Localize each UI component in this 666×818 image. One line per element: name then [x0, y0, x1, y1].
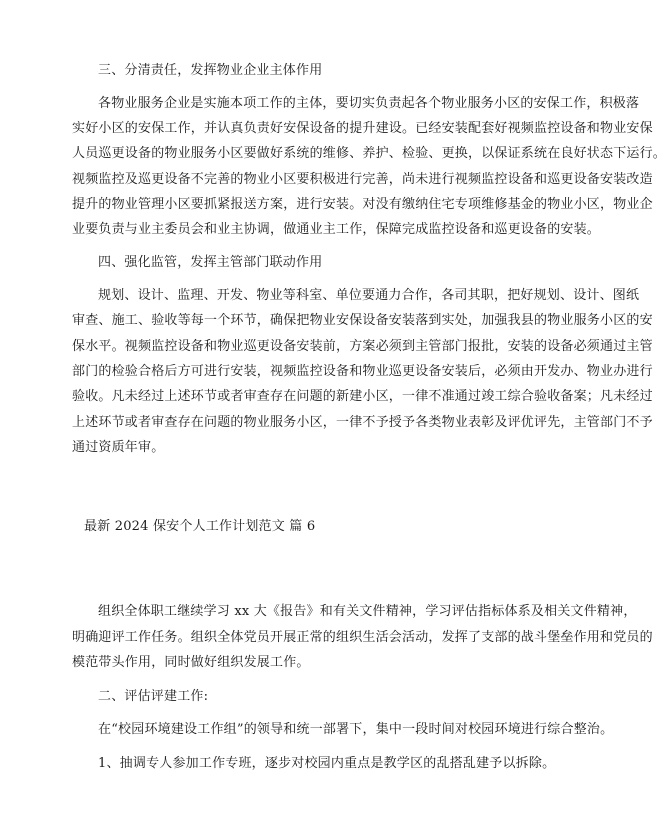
- paragraph-line: 组织全体职工继续学习 xx 大《报告》和有关文件精神，学习评估指标体系及相关文件精神，: [98, 604, 637, 619]
- paragraph-line: 通过资质年审。: [72, 440, 165, 455]
- paragraph-line: 模范带头作用，同时做好组织发展工作。: [72, 655, 310, 670]
- subheading: 二、评估评建工作:: [98, 689, 209, 704]
- paragraph-line: 人员巡更设备的物业服务小区要做好系统的维修、养护、检验、更换，以保证系统在良好状态下运行。: [72, 146, 666, 161]
- paragraph-line: 业要负责与业主委员会和业主协调，做通业主工作，保障完成监控设备和巡更设备的安装。: [72, 222, 601, 237]
- paragraph-line: 明确迎评工作任务。组织全体党员开展正常的组织生活会活动，发挥了支部的战斗堡垒作用和党员的: [72, 630, 653, 645]
- section-heading-4: 四、强化监管，发挥主管部门联动作用: [98, 255, 323, 270]
- paragraph-line: 各物业服务企业是实施本项工作的主体，要切实负责起各个物业服务小区的安保工作，积极落: [98, 96, 640, 111]
- paragraph-line: 部门的检验合格后方可进行安装，视频监控设备和物业巡更设备安装后，必须由开发办、物业办进行: [72, 364, 653, 379]
- paragraph-line: 在“校园环境建设工作组”的领导和统一部署下，集中一段时间对校园环境进行综合整治。: [98, 722, 614, 737]
- paragraph-line: 实好小区的安保工作，并认真负责好安保设备的提升建设。已经安装配套好视频监控设备和物业安保: [72, 121, 653, 136]
- paragraph-line: 上述环节或者审查存在问题的物业服务小区，一律不予授予各类物业表彰及评优评先，主管部门不予: [72, 415, 653, 430]
- section-heading-3: 三、分清责任，发挥物业企业主体作用: [98, 63, 323, 78]
- list-item: 1、抽调专人参加工作专班，逐步对校园内重点是教学区的乱搭乱建予以拆除。: [98, 756, 556, 771]
- paragraph-line: 视频监控及巡更设备不完善的物业小区要积极进行完善，尚未进行视频监控设备和巡更设备安装改造: [72, 172, 653, 187]
- article-title: 最新 2024 保安个人工作计划范文 篇 6: [84, 519, 316, 534]
- paragraph-line: 保水平。视频监控设备和物业巡更设备安装前，方案必须到主管部门报批，安装的设备必须通过主管: [72, 339, 653, 354]
- paragraph-line: 验收。凡未经过上述环节或者审查存在问题的新建小区，一律不准通过竣工综合验收备案；凡未经过: [72, 389, 653, 404]
- paragraph-line: 审查、施工、验收等每一个环节，确保把物业安保设备安装落到实处，加强我县的物业服务小区的安: [72, 313, 653, 328]
- paragraph-line: 规划、设计、监理、开发、物业等科室、单位要通力合作，各司其职，把好规划、设计、图纸: [98, 288, 640, 303]
- paragraph-line: 提升的物业管理小区要抓紧报送方案，进行安装。对没有缴纳住宅专项维修基金的物业小区，物业企: [72, 197, 653, 212]
